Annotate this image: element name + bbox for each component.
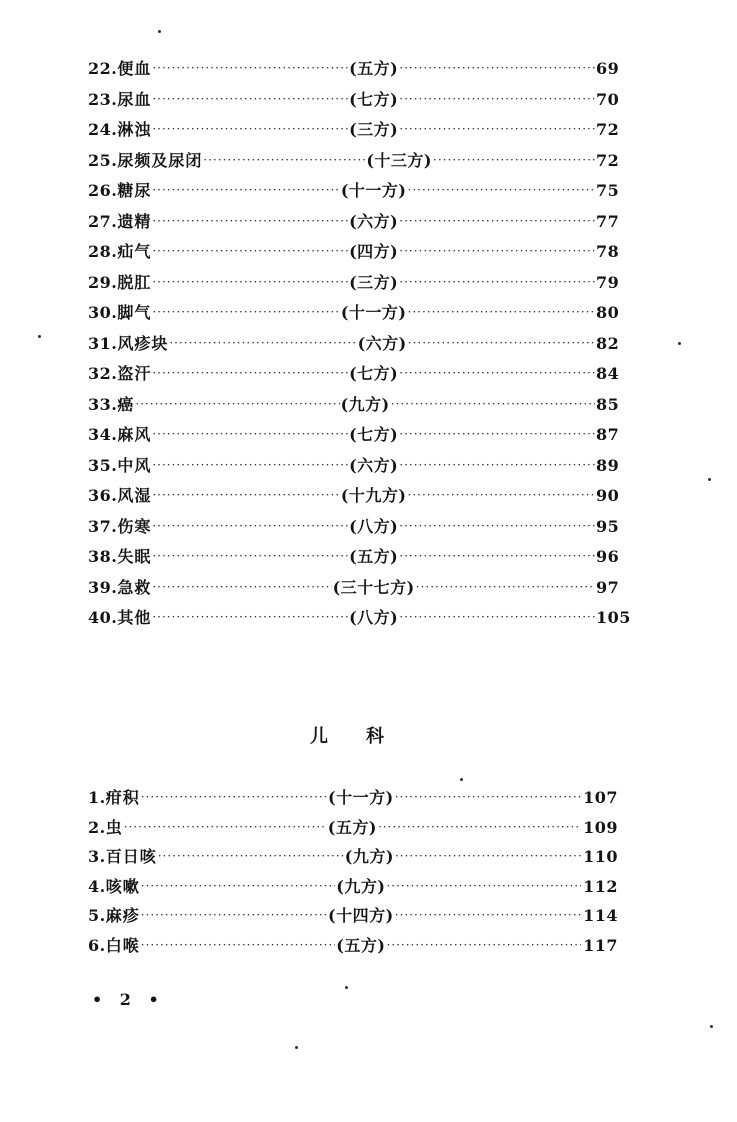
entry-page-number: 117	[583, 935, 618, 955]
entry-number: 30.	[88, 303, 118, 322]
entry-page-number: 112	[583, 876, 618, 896]
entry-page-number: 72	[595, 150, 620, 170]
entry-number: 36.	[88, 486, 118, 505]
entry-title: 淋浊	[117, 120, 152, 139]
entry-formula-count: (十三方)	[366, 150, 432, 170]
dot-leader	[152, 244, 348, 258]
entry-title: 伤寒	[117, 516, 152, 536]
dot-leader	[152, 458, 348, 472]
entry-title: 尿频及尿闭	[117, 150, 203, 170]
dot-leader	[152, 122, 348, 136]
dot-leader	[408, 183, 595, 197]
dot-leader	[399, 458, 595, 472]
section-title-pediatrics: 儿科	[310, 726, 422, 747]
entry-number: 31.	[88, 333, 118, 353]
entry-page-number: 114	[583, 906, 618, 925]
dot-leader	[399, 519, 595, 533]
entry-title: 脱肛	[117, 272, 152, 292]
dot-leader	[408, 305, 595, 319]
toc-list-upper	[88, 56, 631, 636]
toc-entry	[88, 361, 618, 392]
entry-title: 百日咳	[105, 847, 157, 866]
entry-title: 盗汗	[117, 364, 152, 383]
dot-leader	[395, 908, 581, 922]
entry-title: 咳嗽	[105, 876, 140, 896]
dot-leader	[433, 153, 595, 167]
entry-page-number: 96	[595, 547, 620, 566]
dot-leader	[408, 336, 595, 350]
dot-leader	[399, 244, 595, 258]
toc-entry	[88, 933, 618, 963]
toc-entry	[88, 844, 618, 874]
entry-number: 40.	[88, 608, 118, 627]
dot-leader	[152, 92, 348, 106]
dot-leader	[399, 61, 595, 75]
dot-leader	[141, 790, 327, 804]
entry-page-number: 78	[595, 242, 620, 261]
toc-entry	[88, 422, 618, 453]
dot-leader	[395, 790, 581, 804]
entry-number: 37.	[88, 516, 118, 536]
toc-entry	[88, 785, 618, 815]
entry-page-number: 87	[595, 425, 620, 444]
entry-number: 3.	[88, 847, 106, 866]
toc-entry	[88, 453, 618, 484]
dot-leader	[399, 427, 595, 441]
dot-leader	[158, 849, 344, 863]
entry-number: 6.	[88, 935, 106, 955]
toc-entry	[88, 815, 618, 845]
scan-speck	[708, 478, 711, 481]
entry-formula-count: (三方)	[349, 272, 399, 292]
entry-title: 麻疹	[105, 906, 140, 925]
entry-formula-count: (十一方)	[340, 303, 407, 322]
toc-entry	[88, 514, 618, 545]
entry-formula-count: (七方)	[349, 425, 399, 444]
entry-formula-count: (八方)	[349, 608, 399, 627]
entry-page-number: 110	[583, 847, 618, 866]
page-number-footer: • 2 •	[92, 990, 165, 1009]
entry-formula-count: (十一方)	[340, 181, 407, 200]
entry-page-number: 69	[595, 59, 620, 78]
toc-entry	[88, 331, 618, 362]
dot-leader	[378, 820, 581, 834]
entry-formula-count: (六方)	[349, 455, 399, 475]
entry-number: 24.	[88, 120, 118, 139]
entry-number: 26.	[88, 181, 118, 200]
dot-leader	[141, 879, 336, 893]
entry-title: 脚气	[117, 303, 152, 322]
entry-title: 风湿	[117, 486, 152, 505]
toc-entry	[88, 209, 618, 240]
dot-leader	[399, 122, 595, 136]
entry-formula-count: (七方)	[349, 364, 399, 383]
entry-page-number: 84	[595, 364, 620, 383]
dot-leader	[399, 275, 595, 289]
dot-leader	[399, 549, 595, 563]
entry-title: 尿血	[117, 89, 152, 109]
entry-page-number: 107	[583, 788, 618, 807]
dot-leader	[391, 397, 595, 411]
entry-formula-count: (十九方)	[340, 486, 407, 505]
entry-page-number: 89	[595, 455, 620, 475]
scan-speck	[295, 1046, 298, 1049]
dot-leader	[399, 366, 595, 380]
entry-number: 1.	[88, 788, 106, 807]
entry-title: 其他	[117, 608, 152, 627]
toc-entry	[88, 300, 618, 331]
entry-formula-count: (九方)	[340, 394, 390, 414]
dot-leader	[395, 849, 581, 863]
dot-leader	[152, 61, 348, 75]
entry-page-number: 75	[595, 181, 620, 200]
dot-leader	[152, 275, 348, 289]
dot-leader	[152, 183, 339, 197]
entry-formula-count: (六方)	[349, 211, 399, 231]
toc-entry	[88, 87, 618, 118]
scan-speck	[38, 335, 41, 338]
entry-formula-count: (五方)	[336, 935, 386, 955]
entry-formula-count: (四方)	[349, 242, 399, 261]
entry-number: 2.	[88, 817, 106, 837]
entry-title: 糖尿	[117, 181, 152, 200]
entry-number: 34.	[88, 425, 118, 444]
entry-formula-count: (十四方)	[328, 906, 394, 925]
toc-entry	[88, 483, 618, 514]
entry-page-number: 82	[595, 333, 620, 353]
dot-leader	[152, 519, 348, 533]
dot-leader	[399, 92, 595, 106]
entry-number: 35.	[88, 455, 118, 475]
entry-title: 失眠	[117, 547, 152, 566]
scan-speck	[158, 30, 161, 33]
entry-page-number: 105	[595, 608, 631, 627]
entry-formula-count: (九方)	[336, 876, 386, 896]
entry-formula-count: (五方)	[327, 817, 377, 837]
entry-number: 25.	[88, 150, 118, 170]
entry-page-number: 80	[595, 303, 620, 322]
toc-entry	[88, 239, 618, 270]
dot-leader	[152, 427, 348, 441]
entry-title: 风疹块	[117, 333, 169, 353]
scan-speck	[460, 778, 463, 781]
scan-speck	[345, 986, 348, 989]
entry-number: 33.	[88, 394, 118, 414]
entry-title: 虫	[105, 817, 123, 837]
dot-leader	[135, 397, 339, 411]
dot-leader	[152, 610, 348, 624]
dot-leader	[152, 488, 339, 502]
toc-entry	[88, 575, 618, 606]
dot-leader	[124, 820, 327, 834]
entry-number: 32.	[88, 364, 118, 383]
toc-list-pediatrics	[88, 785, 618, 962]
entry-title: 便血	[117, 59, 152, 78]
dot-leader	[141, 908, 327, 922]
entry-formula-count: (九方)	[344, 847, 394, 866]
entry-page-number: 95	[595, 516, 620, 536]
dot-leader	[141, 938, 336, 952]
entry-formula-count: (三十七方)	[332, 577, 415, 597]
toc-entry	[88, 544, 618, 575]
entry-title: 白喉	[105, 935, 140, 955]
dot-leader	[152, 366, 348, 380]
dot-leader	[399, 610, 595, 624]
entry-formula-count: (七方)	[349, 89, 399, 109]
toc-entry	[88, 270, 618, 301]
entry-formula-count: (六方)	[357, 333, 407, 353]
entry-title: 疝气	[117, 242, 152, 261]
toc-entry	[88, 178, 618, 209]
dot-leader	[408, 488, 595, 502]
toc-entry	[88, 117, 618, 148]
dot-leader	[152, 580, 331, 594]
dot-leader	[386, 879, 581, 893]
entry-page-number: 85	[595, 394, 620, 414]
scan-speck	[710, 1025, 713, 1028]
dot-leader	[152, 305, 339, 319]
entry-number: 38.	[88, 547, 118, 566]
dot-leader	[399, 214, 595, 228]
toc-entry	[88, 392, 618, 423]
entry-number: 22.	[88, 59, 118, 78]
entry-page-number: 97	[595, 577, 620, 597]
entry-number: 28.	[88, 242, 118, 261]
entry-formula-count: (五方)	[349, 59, 399, 78]
entry-formula-count: (八方)	[349, 516, 399, 536]
entry-title: 疳积	[105, 788, 140, 807]
entry-number: 23.	[88, 89, 118, 109]
dot-leader	[152, 214, 348, 228]
entry-formula-count: (十一方)	[328, 788, 394, 807]
entry-page-number: 77	[595, 211, 620, 231]
entry-formula-count: (三方)	[349, 120, 399, 139]
entry-title: 遗精	[117, 211, 152, 231]
toc-entry	[88, 605, 631, 636]
toc-entry	[88, 148, 618, 179]
entry-page-number: 90	[595, 486, 620, 505]
entry-page-number: 109	[583, 817, 618, 837]
entry-number: 27.	[88, 211, 118, 231]
entry-number: 29.	[88, 272, 118, 292]
entry-title: 癌	[117, 394, 135, 414]
dot-leader	[169, 336, 356, 350]
dot-leader	[416, 580, 595, 594]
entry-number: 4.	[88, 876, 106, 896]
scan-speck	[678, 342, 681, 345]
dot-leader	[203, 153, 365, 167]
dot-leader	[152, 549, 348, 563]
entry-page-number: 72	[595, 120, 620, 139]
toc-entry	[88, 56, 618, 87]
toc-entry	[88, 874, 618, 904]
dot-leader	[386, 938, 581, 952]
entry-page-number: 79	[595, 272, 620, 292]
entry-title: 中风	[117, 455, 152, 475]
toc-entry	[88, 903, 618, 933]
entry-title: 急救	[117, 577, 152, 597]
entry-title: 麻风	[117, 425, 152, 444]
entry-page-number: 70	[595, 89, 620, 109]
entry-formula-count: (五方)	[349, 547, 399, 566]
entry-number: 39.	[88, 577, 118, 597]
entry-number: 5.	[88, 906, 106, 925]
